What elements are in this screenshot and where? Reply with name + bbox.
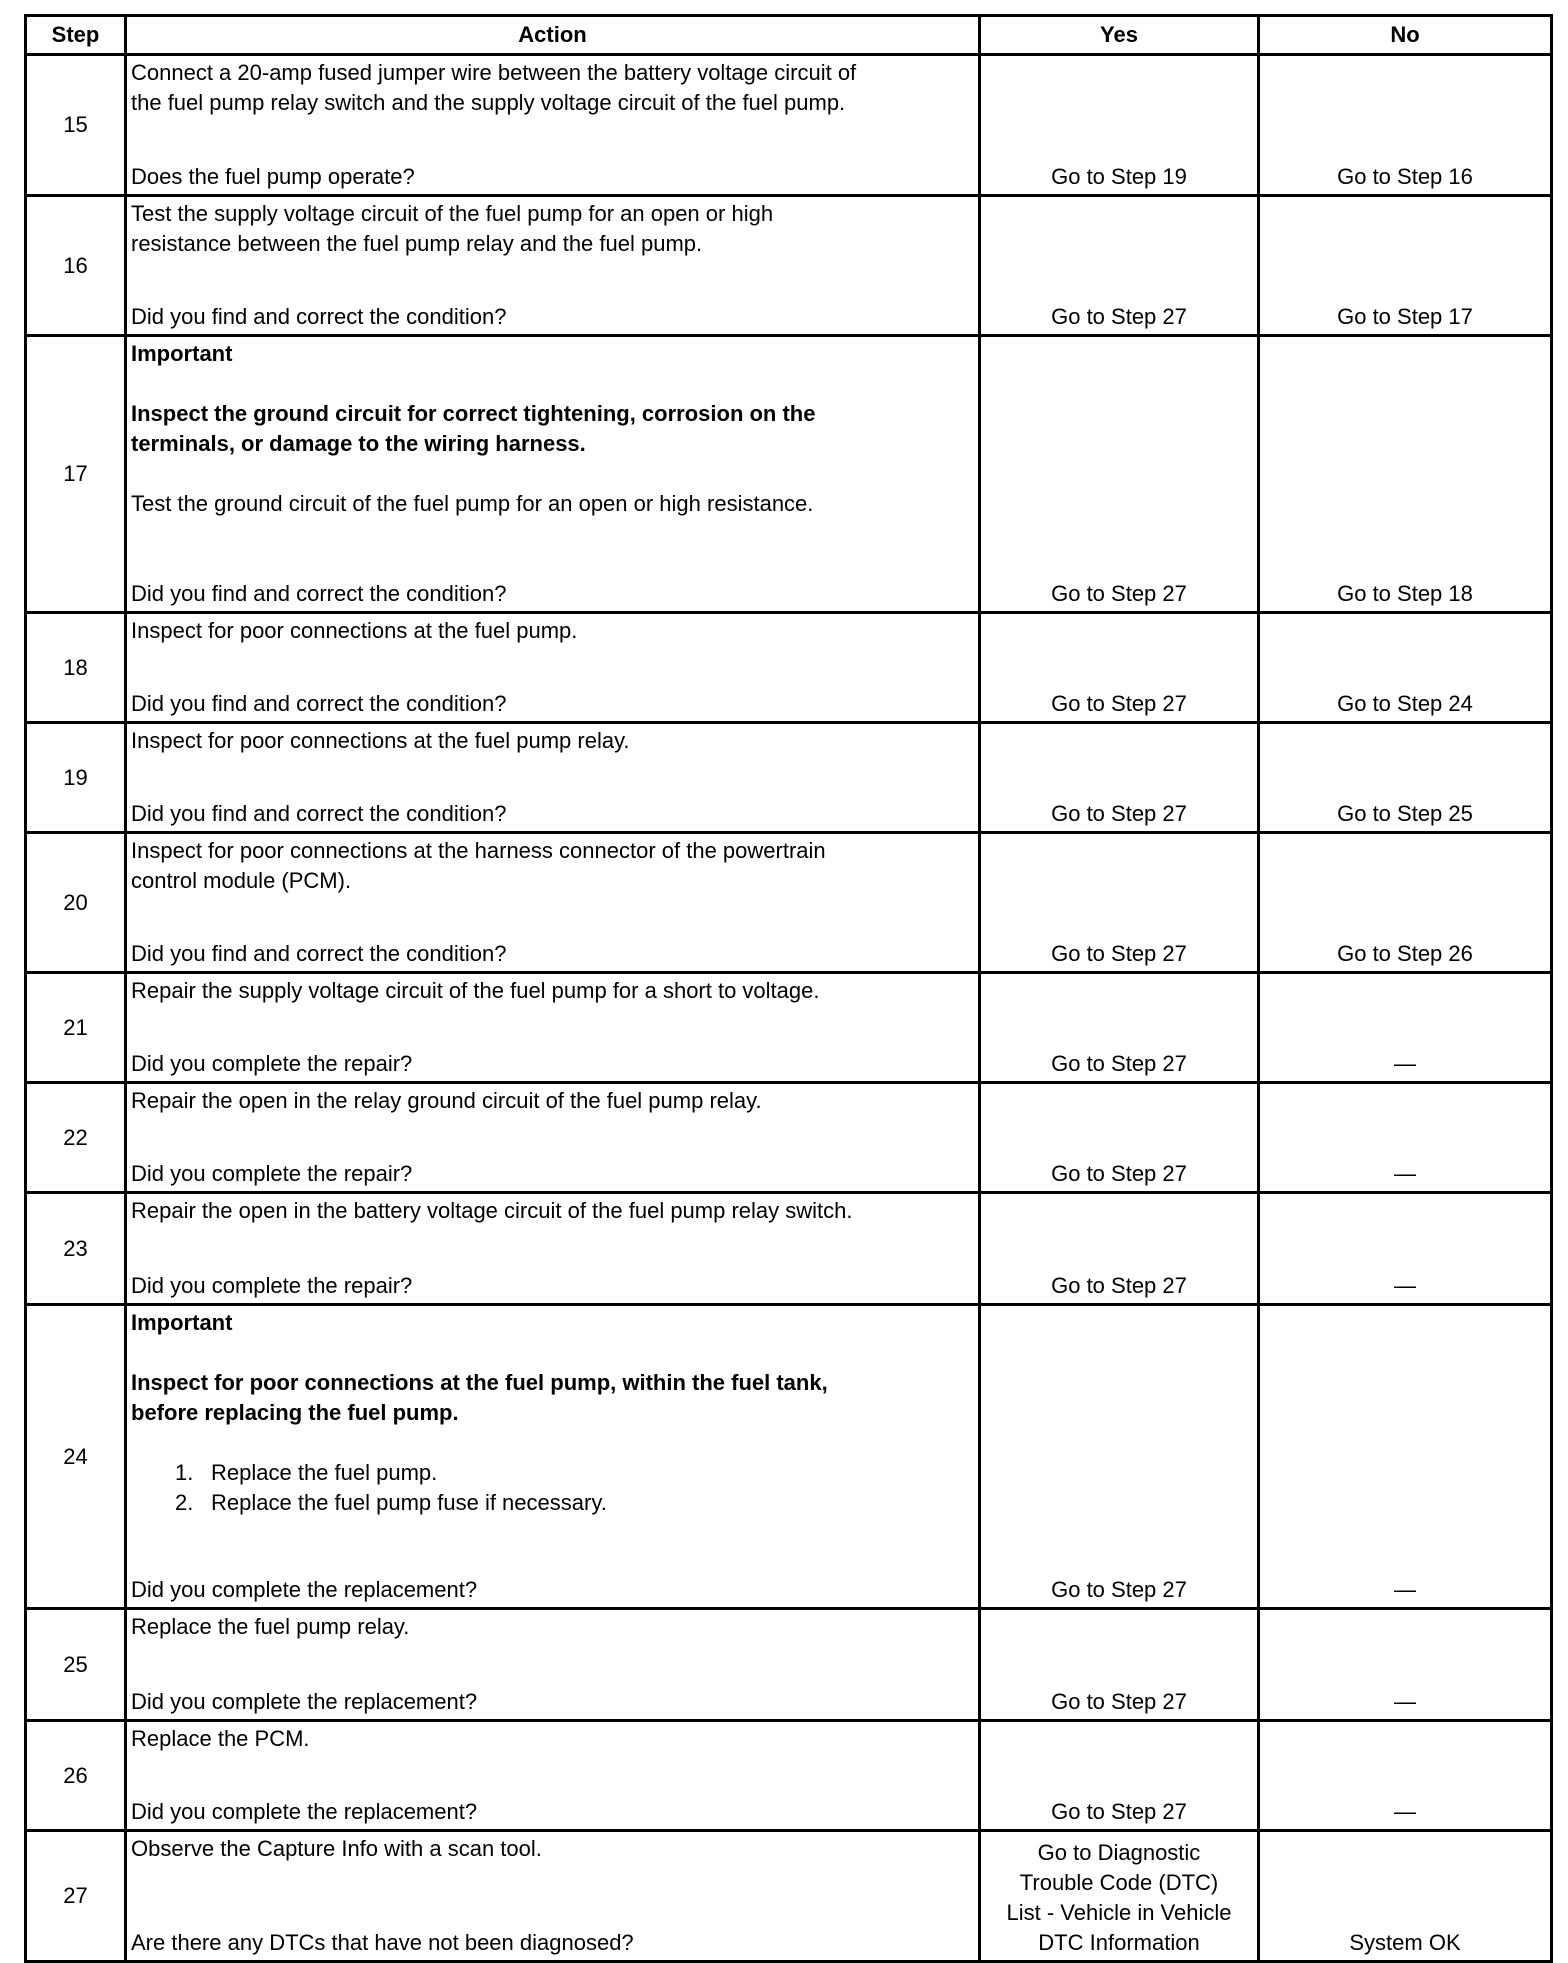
- blank-line: [131, 1116, 974, 1146]
- yes-cell: [980, 55, 1259, 196]
- list-item: [131, 1458, 974, 1488]
- action-content: [131, 199, 974, 332]
- action-content: [131, 1612, 974, 1717]
- header-action: Action: [126, 16, 980, 55]
- blank-line: [131, 118, 974, 148]
- instruction-text: Repair the supply voltage circuit of the fuel pump for a short to voltage.: [131, 978, 820, 1003]
- no-cell: —: [1259, 1083, 1552, 1193]
- question-text: Did you complete the repair?: [131, 1161, 413, 1186]
- action-instructions: [131, 1196, 974, 1256]
- question-text: Does the fuel pump operate?: [131, 164, 415, 189]
- step-number: 15: [26, 55, 126, 196]
- instruction-text: Connect a 20-amp fused jumper wire between the battery voltage circuit of: [131, 60, 857, 85]
- action-content: [131, 1724, 974, 1827]
- action-cell: [126, 55, 980, 196]
- yes-cell: [980, 196, 1259, 336]
- question-text: Did you find and correct the condition?: [131, 304, 507, 329]
- blank-line: [131, 1642, 974, 1672]
- question-text: Did you find and correct the condition?: [131, 941, 507, 966]
- action-cell: [126, 1609, 980, 1721]
- action-instructions: [131, 1834, 974, 1894]
- yes-text: DTC Information: [1038, 1930, 1200, 1955]
- table-row: [26, 55, 1552, 196]
- action-cell: [126, 1083, 980, 1193]
- action-cell: [126, 613, 980, 723]
- blank-line: [131, 1864, 974, 1894]
- step-number: 26: [26, 1721, 126, 1831]
- important-text: Important: [131, 1310, 233, 1335]
- action-cell: [126, 1721, 980, 1831]
- action-content: [131, 976, 974, 1079]
- yes-text: Go to Step 27: [1051, 691, 1187, 716]
- action-content: [131, 339, 974, 609]
- step-number: 25: [26, 1609, 126, 1721]
- action-instructions: [131, 1612, 974, 1672]
- yes-cell: [980, 1721, 1259, 1831]
- no-cell: Go to Step 18: [1259, 336, 1552, 613]
- no-cell: —: [1259, 1305, 1552, 1609]
- action-content: [131, 726, 974, 829]
- action-content: [131, 1086, 974, 1189]
- step-number: 17: [26, 336, 126, 613]
- no-cell: Go to Step 25: [1259, 723, 1552, 833]
- action-content: [131, 1834, 974, 1958]
- action-instructions: [131, 836, 974, 926]
- action-cell: [126, 1305, 980, 1609]
- step-number: 22: [26, 1083, 126, 1193]
- step-number: 24: [26, 1305, 126, 1609]
- table-row: [26, 196, 1552, 336]
- yes-cell: [980, 1193, 1259, 1305]
- action-cell: [126, 723, 980, 833]
- question-text: Did you find and correct the condition?: [131, 801, 507, 826]
- action-content: [131, 58, 974, 192]
- blank-line: [131, 1518, 974, 1548]
- instruction-text: Replace the PCM.: [131, 1726, 310, 1751]
- list-item: [131, 1488, 974, 1518]
- yes-cell: [980, 833, 1259, 973]
- no-cell: Go to Step 16: [1259, 55, 1552, 196]
- yes-cell: [980, 1083, 1259, 1193]
- action-cell: [126, 833, 980, 973]
- blank-line: [131, 756, 974, 786]
- instruction-text: Inspect for poor connections at the harness connector of the powertrain: [131, 838, 826, 863]
- no-cell: System OK: [1259, 1831, 1552, 1962]
- action-content: [131, 836, 974, 969]
- yes-cell: [980, 973, 1259, 1083]
- table-row: [26, 1083, 1552, 1193]
- action-content: [131, 1196, 974, 1301]
- action-content: [131, 1308, 974, 1605]
- yes-cell: [980, 1609, 1259, 1721]
- blank-line: [131, 459, 974, 489]
- action-instructions: [131, 339, 974, 549]
- action-instructions: [131, 1086, 974, 1146]
- yes-text: Go to Step 27: [1051, 304, 1187, 329]
- step-number: 21: [26, 973, 126, 1083]
- question-text: Did you complete the replacement?: [131, 1689, 478, 1714]
- action-instructions: [131, 58, 974, 148]
- question-text: Did you complete the replacement?: [131, 1799, 478, 1824]
- yes-cell: [980, 613, 1259, 723]
- table-row: [26, 336, 1552, 613]
- important-text: Important: [131, 341, 233, 366]
- step-number: 18: [26, 613, 126, 723]
- table-row: [26, 1609, 1552, 1721]
- important-text: before replacing the fuel pump.: [131, 1400, 459, 1425]
- table-row: [26, 1721, 1552, 1831]
- action-cell: [126, 196, 980, 336]
- instruction-text: control module (PCM).: [131, 868, 352, 893]
- table-row: [26, 723, 1552, 833]
- header-no: No: [1259, 16, 1552, 55]
- yes-cell: [980, 1305, 1259, 1609]
- diagnostic-table: [24, 14, 1553, 1963]
- question-text: Are there any DTCs that have not been diagnosed?: [131, 1930, 634, 1955]
- instruction-text: Test the supply voltage circuit of the fuel pump for an open or high: [131, 201, 774, 226]
- instruction-text: Inspect for poor connections at the fuel pump relay.: [131, 728, 630, 753]
- question-text: Did you find and correct the condition?: [131, 581, 507, 606]
- table-row: [26, 1305, 1552, 1609]
- blank-line: [131, 646, 974, 676]
- instruction-text: Inspect for poor connections at the fuel pump.: [131, 618, 578, 643]
- action-instructions: [131, 199, 974, 289]
- instruction-text: Repair the open in the battery voltage circuit of the fuel pump relay switch.: [131, 1198, 853, 1223]
- important-text: Inspect for poor connections at the fuel pump, within the fuel tank,: [131, 1370, 828, 1395]
- important-text: terminals, or damage to the wiring harness.: [131, 431, 586, 456]
- blank-line: [131, 259, 974, 289]
- blank-line: [131, 1428, 974, 1458]
- action-instructions: [131, 616, 974, 676]
- no-cell: —: [1259, 1193, 1552, 1305]
- instruction-text: Observe the Capture Info with a scan tool.: [131, 1836, 542, 1861]
- step-number: 16: [26, 196, 126, 336]
- blank-line: [131, 369, 974, 399]
- action-instructions: [131, 726, 974, 786]
- yes-text: Go to Step 27: [1051, 1273, 1187, 1298]
- blank-line: [131, 896, 974, 926]
- question-text: Did you find and correct the condition?: [131, 691, 507, 716]
- table-row: [26, 833, 1552, 973]
- instruction-text: the fuel pump relay switch and the supply voltage circuit of the fuel pump.: [131, 90, 846, 115]
- table-row: [26, 973, 1552, 1083]
- instruction-text: Test the ground circuit of the fuel pump for an open or high resistance.: [131, 491, 814, 516]
- yes-cell: [980, 1831, 1259, 1962]
- step-number: 20: [26, 833, 126, 973]
- action-instructions: [131, 976, 974, 1036]
- yes-text: Go to Step 27: [1051, 1161, 1187, 1186]
- action-cell: [126, 1193, 980, 1305]
- instruction-text: Repair the open in the relay ground circuit of the fuel pump relay.: [131, 1088, 762, 1113]
- list-number: 1.: [175, 1460, 194, 1485]
- blank-line: [131, 1006, 974, 1036]
- action-instructions: [131, 1724, 974, 1784]
- blank-line: [131, 1338, 974, 1368]
- yes-text: List - Vehicle in Vehicle: [1006, 1900, 1232, 1925]
- yes-text: Go to Step 27: [1051, 801, 1187, 826]
- yes-text: Go to Step 27: [1051, 581, 1187, 606]
- blank-line: [131, 1754, 974, 1784]
- yes-text: Go to Step 27: [1051, 1799, 1187, 1824]
- step-number: 19: [26, 723, 126, 833]
- table-row: [26, 1831, 1552, 1962]
- no-cell: —: [1259, 973, 1552, 1083]
- yes-cell: [980, 723, 1259, 833]
- table-row: [26, 1193, 1552, 1305]
- action-cell: [126, 973, 980, 1083]
- table-row: [26, 613, 1552, 723]
- yes-text: Go to Step 27: [1051, 1689, 1187, 1714]
- step-number: 23: [26, 1193, 126, 1305]
- important-text: Inspect the ground circuit for correct tightening, corrosion on the: [131, 401, 816, 426]
- blank-line: [131, 519, 974, 549]
- header-row: [26, 16, 1552, 55]
- list-number: 2.: [175, 1490, 194, 1515]
- yes-text: Go to Step 19: [1051, 164, 1187, 189]
- action-cell: [126, 1831, 980, 1962]
- action-instructions: [131, 1308, 974, 1548]
- yes-cell: [980, 336, 1259, 613]
- list-text: Replace the fuel pump.: [211, 1460, 438, 1485]
- action-content: [131, 616, 974, 719]
- question-text: Did you complete the repair?: [131, 1273, 413, 1298]
- instruction-text: resistance between the fuel pump relay and the fuel pump.: [131, 231, 703, 256]
- question-text: Did you complete the repair?: [131, 1051, 413, 1076]
- blank-line: [131, 1226, 974, 1256]
- no-cell: —: [1259, 1609, 1552, 1721]
- no-cell: Go to Step 26: [1259, 833, 1552, 973]
- yes-text: Trouble Code (DTC): [1019, 1870, 1219, 1895]
- no-cell: Go to Step 17: [1259, 196, 1552, 336]
- yes-text: Go to Step 27: [1051, 941, 1187, 966]
- instruction-text: Replace the fuel pump relay.: [131, 1614, 410, 1639]
- table-body: [26, 55, 1552, 1962]
- action-cell: [126, 336, 980, 613]
- no-cell: Go to Step 24: [1259, 613, 1552, 723]
- header-yes: Yes: [980, 16, 1259, 55]
- yes-text: Go to Diagnostic: [1037, 1840, 1201, 1865]
- yes-text: Go to Step 27: [1051, 1577, 1187, 1602]
- list-text: Replace the fuel pump fuse if necessary.: [211, 1490, 607, 1515]
- header-step: Step: [26, 16, 126, 55]
- no-cell: —: [1259, 1721, 1552, 1831]
- step-number: 27: [26, 1831, 126, 1962]
- yes-text: Go to Step 27: [1051, 1051, 1187, 1076]
- question-text: Did you complete the replacement?: [131, 1577, 478, 1602]
